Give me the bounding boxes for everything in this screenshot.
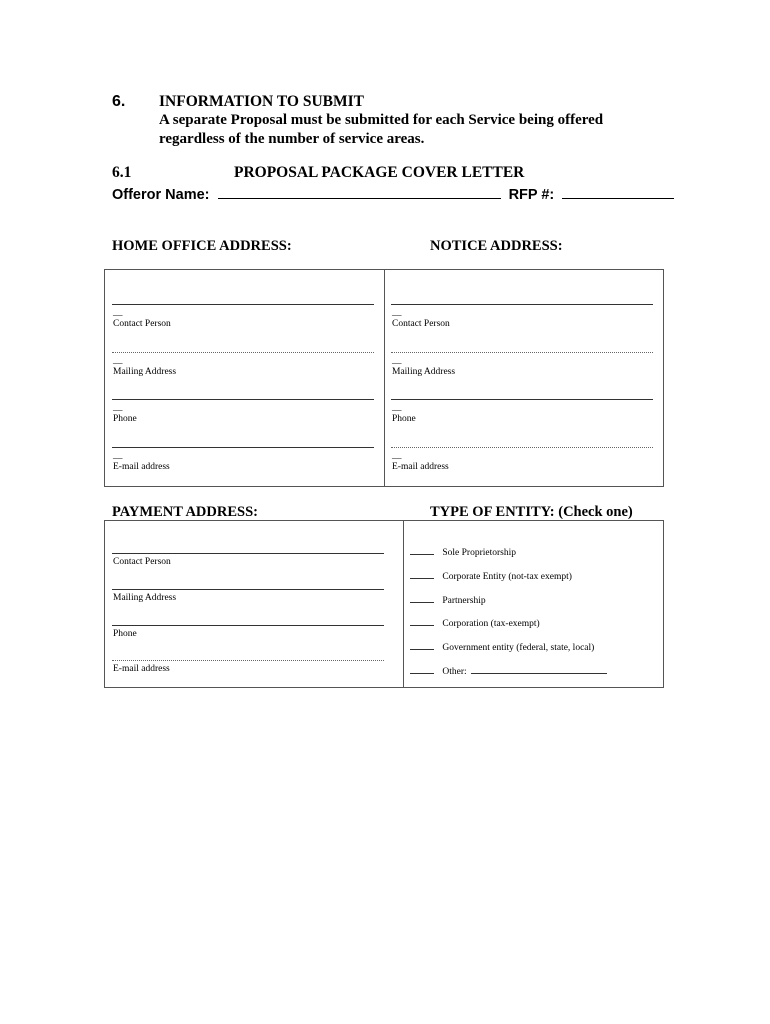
entity-option: Other:: [410, 664, 607, 677]
entity-checkbox[interactable]: [410, 545, 434, 555]
entity-option: Government entity (federal, state, local): [410, 640, 594, 653]
home-office-heading: HOME OFFICE ADDRESS:: [112, 238, 292, 254]
payment-email-line[interactable]: [112, 660, 384, 661]
other-entity-field[interactable]: [471, 664, 607, 674]
entity-heading: TYPE OF ENTITY: (Check one): [430, 504, 633, 520]
notice-heading: NOTICE ADDRESS:: [430, 238, 563, 254]
dash-mark: __: [113, 403, 123, 413]
notice-phone-line[interactable]: [391, 399, 653, 400]
section-number: 6.: [112, 93, 126, 110]
dash-mark: __: [392, 403, 402, 413]
notice-email-label: E-mail address: [392, 462, 449, 472]
payment-phone-line[interactable]: [112, 625, 384, 626]
dash-mark: __: [392, 451, 402, 461]
notice-mailing-line[interactable]: [391, 352, 653, 353]
payment-contact-label: Contact Person: [113, 557, 171, 567]
entity-checkbox[interactable]: [410, 664, 434, 674]
entity-option: Corporation (tax-exempt): [410, 616, 540, 629]
home-mailing-label: Mailing Address: [113, 367, 177, 377]
rfp-number-field[interactable]: [562, 184, 674, 199]
payment-entity-box: [104, 520, 664, 688]
rfp-label: RFP #:: [508, 187, 555, 203]
dash-mark: __: [392, 308, 402, 318]
entity-checkbox[interactable]: [410, 593, 434, 603]
entity-checkbox[interactable]: [410, 616, 434, 626]
offeror-row: [112, 184, 674, 203]
payment-mailing-line[interactable]: [112, 589, 384, 590]
payment-phone-label: Phone: [113, 629, 137, 639]
box-divider: [384, 269, 385, 486]
subsection-number: 6.1: [112, 164, 132, 181]
home-phone-label: Phone: [113, 414, 137, 424]
section-title: INFORMATION TO SUBMIT: [159, 93, 364, 110]
entity-option: Sole Proprietorship: [410, 545, 516, 558]
home-email-line[interactable]: [112, 447, 374, 448]
box-divider: [403, 520, 404, 687]
entity-checkbox[interactable]: [410, 569, 434, 579]
payment-mailing-label: Mailing Address: [113, 593, 177, 603]
home-phone-line[interactable]: [112, 399, 374, 400]
home-email-label: E-mail address: [113, 462, 170, 472]
payment-heading: PAYMENT ADDRESS:: [112, 504, 258, 520]
dash-mark: __: [113, 451, 123, 461]
dash-mark: __: [113, 308, 123, 318]
notice-mailing-label: Mailing Address: [392, 367, 456, 377]
notice-contact-line[interactable]: [391, 304, 653, 305]
entity-checkbox[interactable]: [410, 640, 434, 650]
offeror-name-label: Offeror Name:: [112, 187, 210, 203]
offeror-name-field[interactable]: [218, 184, 501, 199]
payment-email-label: E-mail address: [113, 664, 170, 674]
home-contact-label: Contact Person: [113, 319, 171, 329]
entity-option: Partnership: [410, 593, 486, 606]
notice-phone-label: Phone: [392, 414, 416, 424]
dash-mark: __: [113, 356, 123, 366]
notice-email-line[interactable]: [391, 447, 653, 448]
section-description: A separate Proposal must be submitted for each Service being offered regardless of the number of service areas.: [159, 112, 604, 147]
subsection-title: PROPOSAL PACKAGE COVER LETTER: [234, 164, 525, 181]
home-mailing-line[interactable]: [112, 352, 374, 353]
dash-mark: __: [392, 356, 402, 366]
payment-contact-line[interactable]: [112, 553, 384, 554]
home-contact-line[interactable]: [112, 304, 374, 305]
entity-option: Corporate Entity (not-tax exempt): [410, 569, 572, 582]
notice-contact-label: Contact Person: [392, 319, 450, 329]
